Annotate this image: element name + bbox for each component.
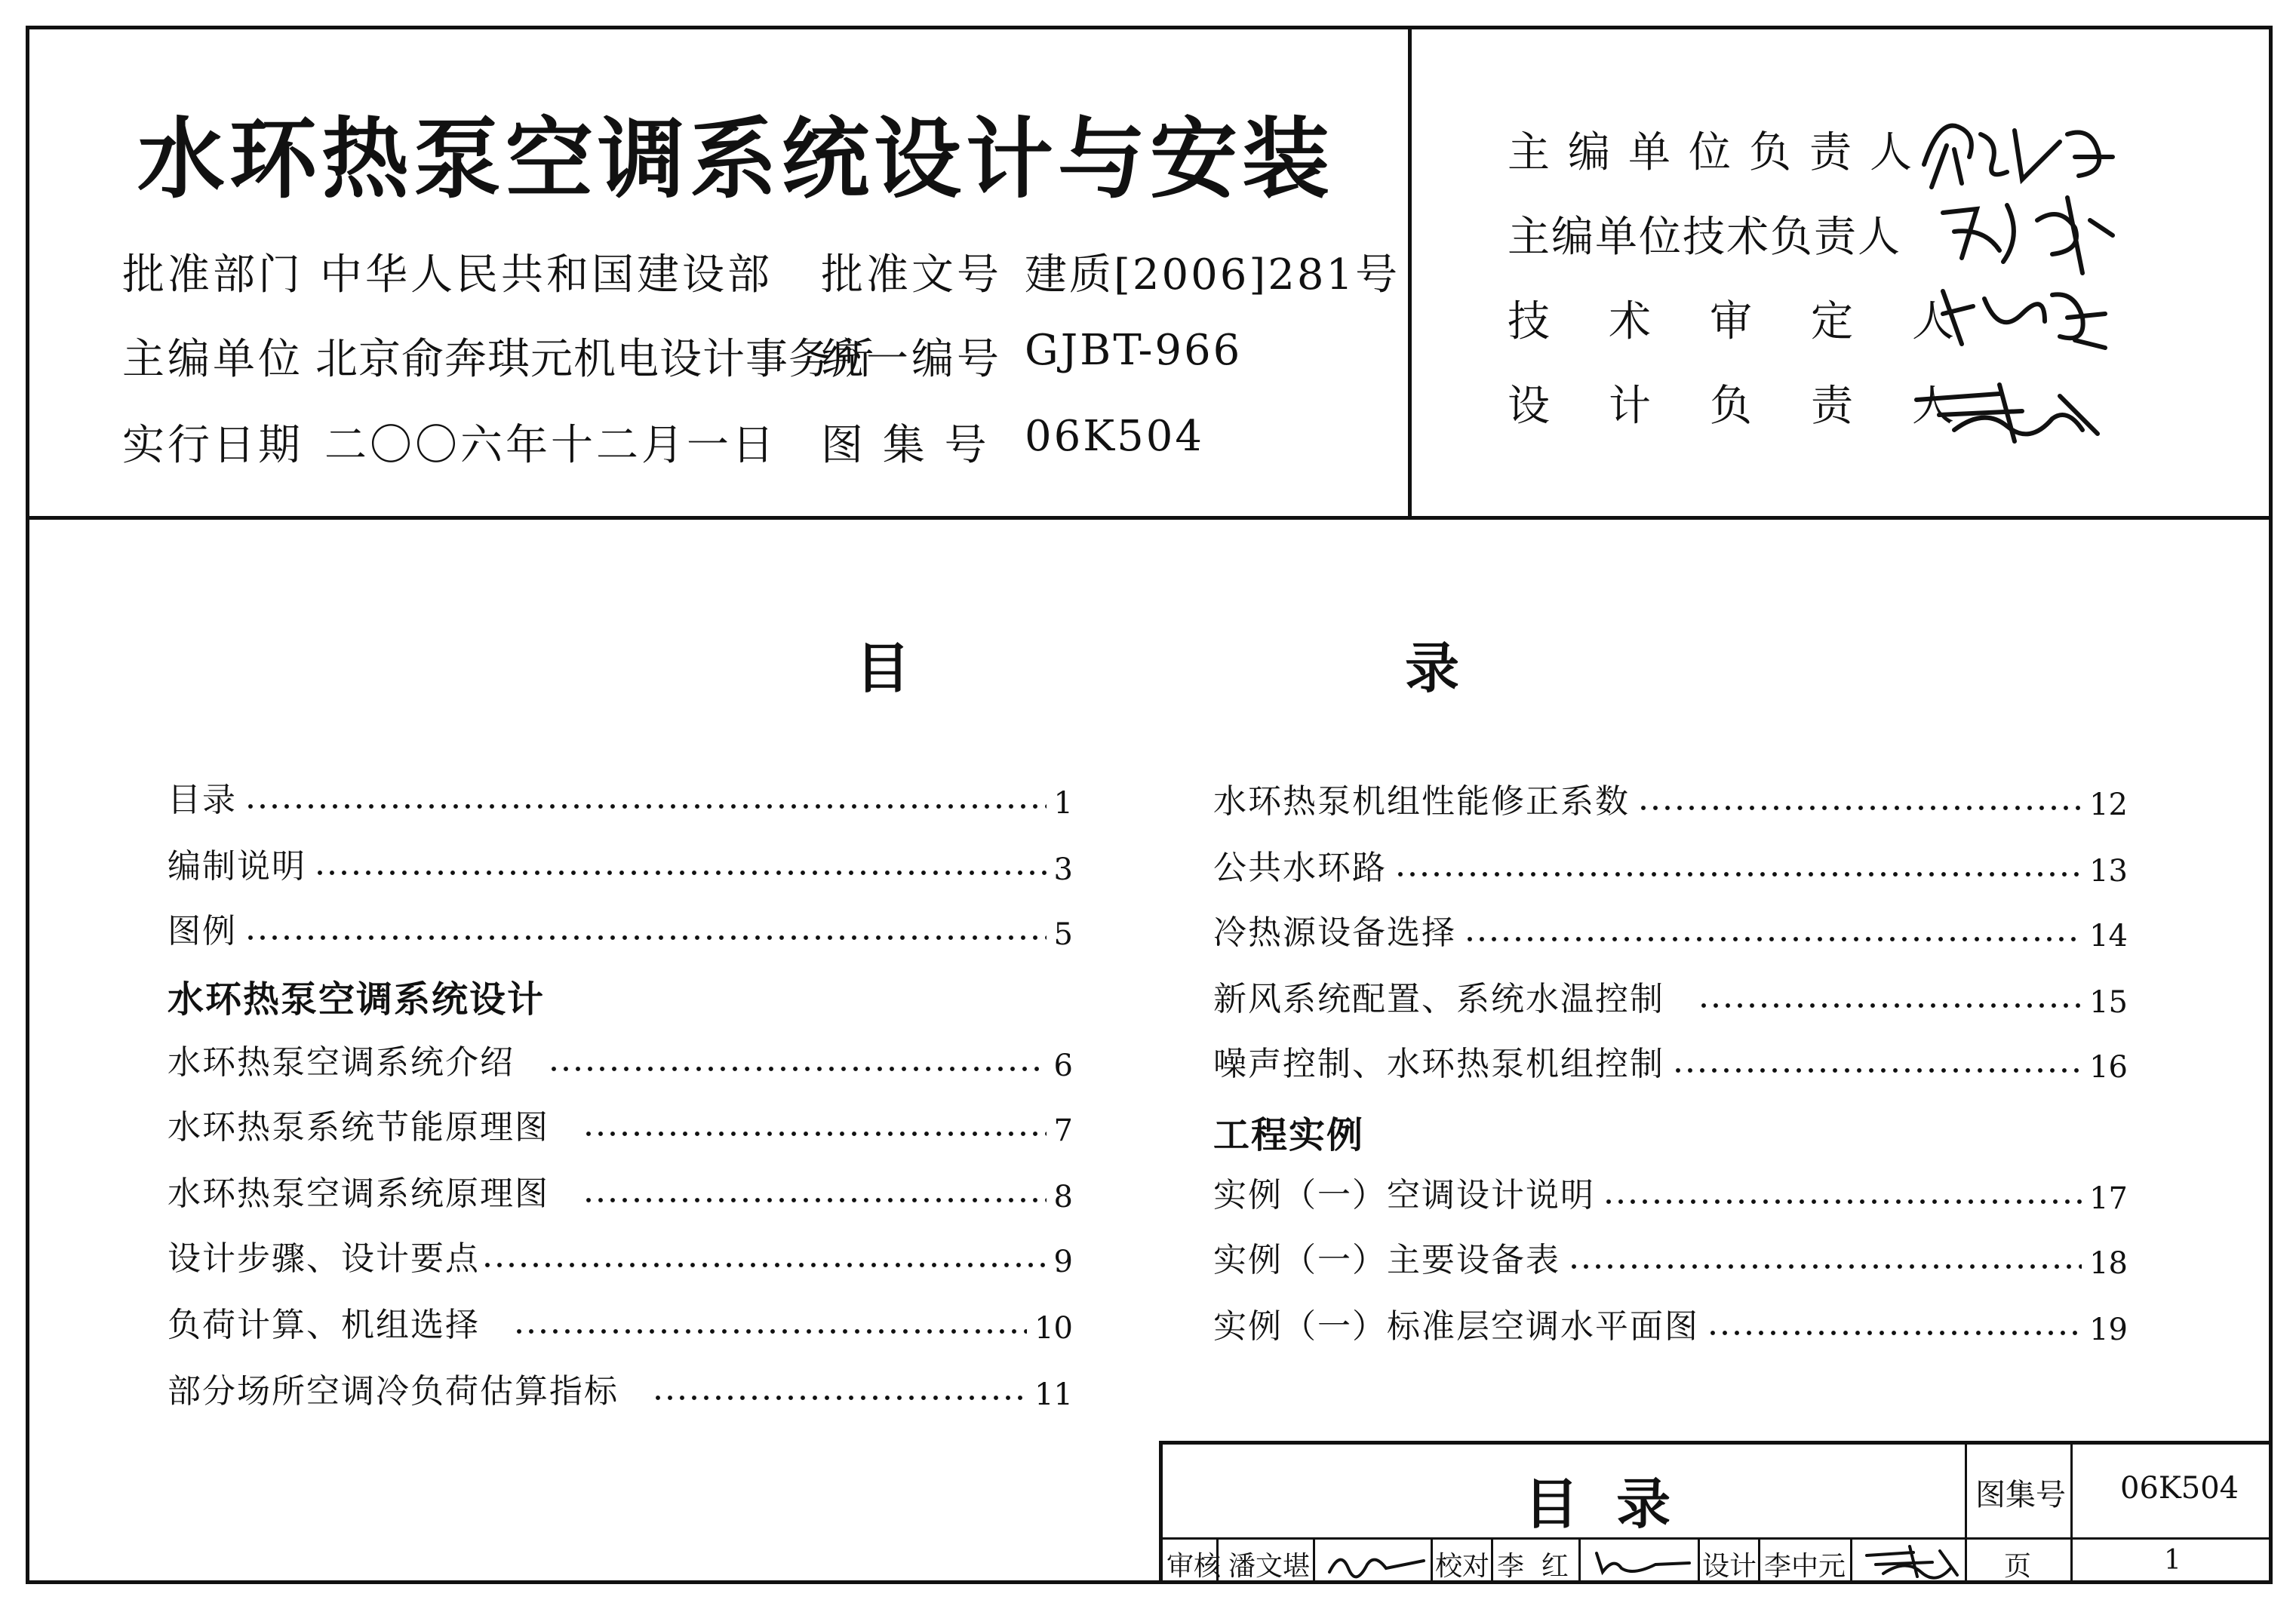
effective-date-label: 实行日期 [122, 421, 303, 470]
toc-entry-title: 实例（一）主要设备表 [1213, 1241, 1560, 1279]
atlas-title: 水环热泵空调系统设计与安装 [137, 109, 1334, 210]
title-block-divider [1850, 1537, 1852, 1584]
toc-entry-page: 16 [2089, 1050, 2128, 1085]
chief-unit-tech-head-signature [1932, 190, 2120, 281]
leader-dots [1637, 804, 2082, 812]
toc-entry-title: 冷热源设备选择 [1213, 914, 1456, 952]
atlas-number-label: 图 集 号 [821, 421, 990, 470]
leader-dots [652, 1394, 1027, 1402]
leader-dots [513, 1328, 1027, 1335]
header-divider [26, 516, 2273, 520]
toc-entry[interactable] [168, 1103, 1073, 1148]
check-signature [1588, 1542, 1693, 1580]
leader-dots [1707, 1329, 2082, 1337]
toc-entry-title: 目录 [168, 781, 237, 819]
toc-entry-page: 19 [2089, 1313, 2128, 1347]
leader-dots [481, 1261, 1047, 1269]
toc-entry-page: 8 [1053, 1180, 1073, 1214]
chief-unit-value: 北京俞奔琪元机电设计事务所 [315, 335, 874, 384]
toc-section-heading: 水环热泵空调系统设计 [168, 978, 546, 1021]
toc-entry-title: 水环热泵系统节能原理图 [168, 1108, 549, 1147]
toc-entry[interactable] [1213, 975, 2128, 1020]
review-name: 潘文堪 [1228, 1551, 1311, 1582]
leader-dots [1698, 1002, 2082, 1009]
toc-entry[interactable] [1213, 1039, 2128, 1085]
leader-dots [1464, 935, 2082, 943]
leader-dots [314, 869, 1047, 877]
leader-dots [582, 1196, 1047, 1204]
toc-entry[interactable] [1213, 908, 2128, 953]
title-block-divider [1431, 1537, 1433, 1584]
toc-entry-page: 18 [2089, 1246, 2128, 1281]
toc-entry-page: 7 [1053, 1113, 1073, 1148]
title-block-divider [1965, 1441, 1967, 1584]
toc-heading-left: 目 [856, 637, 911, 700]
toc-entry-page: 10 [1034, 1311, 1073, 1346]
leader-dots [1568, 1263, 2082, 1270]
check-name: 李 红 [1497, 1551, 1569, 1582]
title-block-divider [1758, 1537, 1760, 1584]
toc-entry[interactable] [168, 775, 1073, 821]
effective-date-value: 二〇〇六年十二月一日 [324, 421, 777, 470]
toc-entry[interactable] [168, 1234, 1073, 1279]
toc-entry[interactable] [1213, 777, 2128, 822]
atlas-number-value: 06K504 [1025, 412, 1204, 461]
toc-entry[interactable] [168, 907, 1073, 952]
atlas-number-value: 06K504 [2120, 1471, 2239, 1506]
header-vertical-divider [1408, 26, 1412, 520]
title-block-divider [1491, 1537, 1493, 1584]
approval-dept-label: 批准部门 [122, 250, 303, 299]
title-block-divider [1698, 1537, 1700, 1584]
toc-entry[interactable] [168, 1169, 1073, 1214]
toc-entry[interactable] [1213, 1302, 2128, 1347]
toc-entry[interactable] [168, 1300, 1073, 1346]
toc-entry-title: 水环热泵空调系统原理图 [168, 1175, 549, 1213]
toc-entry-title: 噪声控制、水环热泵机组控制 [1213, 1045, 1664, 1083]
leader-dots [1603, 1198, 2082, 1205]
chief-unit-head-signature [1916, 112, 2120, 195]
toc-entry-page: 6 [1053, 1049, 1073, 1083]
unified-number-value: GJBT-966 [1025, 326, 1243, 375]
tech-review-signature [1932, 276, 2113, 359]
toc-entry-page: 17 [2089, 1181, 2128, 1216]
toc-entry-page: 3 [1053, 852, 1073, 887]
leader-dots [244, 934, 1047, 941]
toc-entry[interactable] [168, 1367, 1073, 1412]
leader-dots [582, 1130, 1047, 1138]
chief-unit-head-label: 主编单位负责人 [1508, 128, 1930, 177]
leader-dots [244, 803, 1047, 810]
toc-entry-page: 1 [1053, 786, 1073, 821]
toc-entry-page: 15 [2089, 985, 2128, 1020]
title-block-row-divider [1159, 1537, 2273, 1540]
toc-entry[interactable] [1213, 1236, 2128, 1281]
page-label: 页 [2004, 1551, 2032, 1582]
toc-entry[interactable] [168, 1038, 1073, 1083]
toc-entry-title: 新风系统配置、系统水温控制 [1213, 980, 1664, 1018]
leader-dots [1394, 871, 2082, 878]
design-name: 李中元 [1764, 1551, 1846, 1582]
sheet-title: 目 录 [1524, 1472, 1671, 1536]
toc-entry[interactable] [1213, 843, 2128, 889]
page-value: 1 [2164, 1545, 2181, 1576]
toc-entry-title: 水环热泵机组性能修正系数 [1213, 782, 1630, 821]
approval-doc-value: 建质[2006]281号 [1025, 250, 1400, 299]
toc-entry-title: 设计步骤、设计要点 [168, 1239, 480, 1278]
toc-entry-page: 5 [1053, 917, 1073, 952]
toc-entry[interactable] [168, 842, 1073, 887]
toc-entry-page: 9 [1053, 1245, 1073, 1279]
toc-entry-page: 11 [1034, 1377, 1073, 1412]
design-lead-label: 设计负责人 [1508, 382, 2013, 431]
tech-review-label: 技术审定人 [1508, 297, 2013, 346]
chief-unit-tech-head-label: 主编单位技术负责人 [1508, 213, 1901, 262]
toc-entry-title: 公共水环路 [1213, 849, 1387, 887]
unified-number-label: 统一编号 [821, 335, 1002, 384]
check-label: 校对 [1435, 1551, 1490, 1582]
title-block-divider [2070, 1441, 2073, 1584]
toc-entry-title: 实例（一）标准层空调水平面图 [1213, 1307, 1699, 1346]
leader-dots [1672, 1067, 2082, 1074]
toc-entry-page: 12 [2089, 788, 2128, 822]
toc-entry-page: 13 [2089, 854, 2128, 889]
toc-entry-title: 图例 [168, 912, 237, 950]
approval-dept-value: 中华人民共和国建设部 [320, 250, 773, 299]
leader-dots [548, 1065, 1047, 1073]
toc-entry-page: 14 [2089, 919, 2128, 953]
approval-doc-label: 批准文号 [821, 250, 1002, 299]
design-label: 设计 [1702, 1551, 1757, 1582]
toc-entry-title: 水环热泵空调系统介绍 [168, 1043, 515, 1082]
atlas-number-label: 图集号 [1975, 1478, 2066, 1512]
toc-entry-title: 负荷计算、机组选择 [168, 1306, 480, 1344]
toc-entry[interactable] [1213, 1171, 2128, 1216]
design-signature [1861, 1542, 1962, 1580]
title-block-divider [1578, 1537, 1581, 1584]
toc-section-heading: 工程实例 [1213, 1114, 1365, 1156]
toc-entry-title: 编制说明 [168, 847, 306, 886]
review-label: 审核 [1166, 1551, 1222, 1582]
title-block-divider [1313, 1537, 1315, 1584]
toc-entry-title: 部分场所空调冷负荷估算指标 [168, 1372, 619, 1411]
review-signature [1322, 1542, 1428, 1580]
toc-heading-right: 录 [1405, 637, 1460, 700]
chief-unit-label: 主编单位 [122, 335, 303, 384]
toc-entry-title: 实例（一）空调设计说明 [1213, 1176, 1595, 1214]
design-lead-signature [1909, 377, 2105, 445]
